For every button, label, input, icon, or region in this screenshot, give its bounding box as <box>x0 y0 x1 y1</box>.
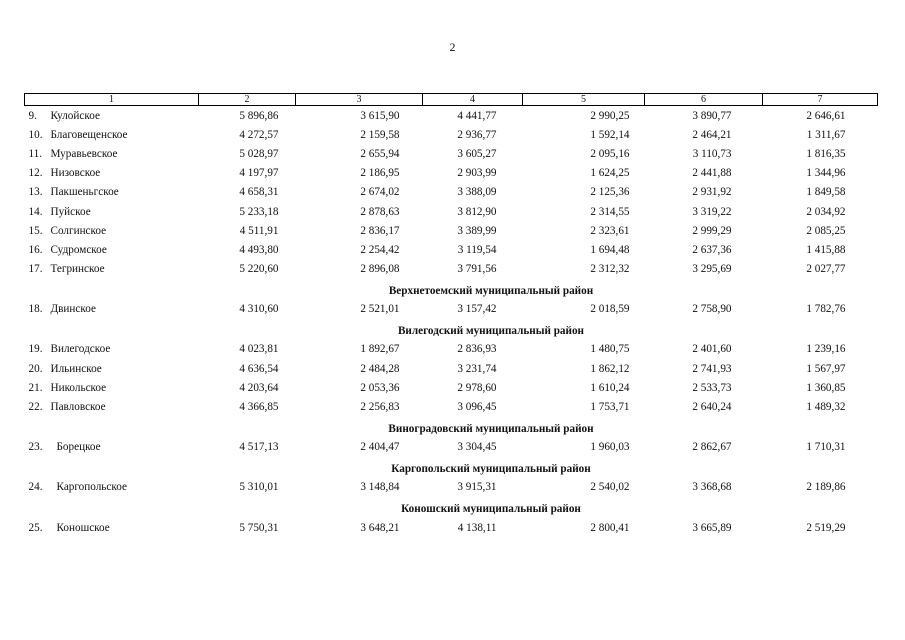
value-cell-col2: 4 310,60 <box>239 303 279 316</box>
settlement-cell <box>25 240 199 259</box>
table-row <box>25 397 878 416</box>
value-cell-col6: 2 862,67 <box>692 441 732 454</box>
value-cell-col3: 2 186,95 <box>360 167 400 180</box>
value-cell-col4: 3 157,42 <box>457 303 497 316</box>
column-number-header <box>25 94 878 106</box>
value-cell-col6: 2 441,88 <box>692 167 732 180</box>
row-number: 15. <box>28 224 43 237</box>
settlement-cell <box>25 221 199 240</box>
table-body <box>25 106 878 538</box>
settlement-name: Двинское <box>50 303 96 316</box>
settlement-name: Судромское <box>50 243 107 256</box>
value-cell-col2: 5 220,60 <box>239 263 279 276</box>
value-cell-col3: 2 674,02 <box>360 186 400 199</box>
value-cell-col6: 2 741,93 <box>692 362 732 375</box>
value-cell-col3: 2 256,83 <box>360 401 400 414</box>
row-number: 25. <box>28 521 43 534</box>
settlement-cell <box>25 183 199 202</box>
value-cell-col6: 2 533,73 <box>692 381 732 394</box>
header-cell: 3 <box>296 94 423 106</box>
value-cell-col4: 3 389,99 <box>457 224 497 237</box>
district-heading-row <box>25 500 878 518</box>
value-cell-col4: 2 936,77 <box>457 128 497 141</box>
row-number: 22. <box>28 401 43 414</box>
value-cell-col6: 2 464,21 <box>692 128 732 141</box>
table-row <box>25 300 878 319</box>
value-cell-col2: 4 658,31 <box>239 186 279 199</box>
settlement-name: Никольское <box>50 381 107 394</box>
value-cell-col6: 3 110,73 <box>692 147 732 160</box>
value-cell-col6: 2 999,29 <box>692 224 732 237</box>
value-cell-col6: 2 758,90 <box>692 303 732 316</box>
row-number: 18. <box>28 303 43 316</box>
value-cell-col5: 1 862,12 <box>590 362 630 375</box>
row-number: 20. <box>28 362 43 375</box>
value-cell-col6: 2 640,24 <box>692 401 732 414</box>
value-cell-col5: 1 753,71 <box>590 401 630 414</box>
value-cell-col6: 2 931,92 <box>692 186 732 199</box>
value-cell-col2: 5 310,01 <box>239 481 279 494</box>
value-cell-col7: 2 646,61 <box>806 109 846 122</box>
value-cell-col2: 4 493,80 <box>239 243 279 256</box>
settlement-cell <box>25 397 199 416</box>
value-cell-col4: 3 605,27 <box>457 147 497 160</box>
value-cell-col5: 2 800,41 <box>590 521 630 534</box>
value-cell-col4: 3 791,56 <box>457 263 497 276</box>
settlement-cell <box>25 300 199 319</box>
settlement-cell <box>25 144 199 163</box>
header-cell: 1 <box>25 94 199 106</box>
value-cell-col3: 2 254,42 <box>360 243 400 256</box>
value-cell-col3: 3 648,21 <box>360 521 400 534</box>
settlement-name: Коношское <box>56 521 110 534</box>
value-cell-col5: 1 592,14 <box>590 128 630 141</box>
table-row <box>25 125 878 144</box>
district-heading-row <box>25 460 878 478</box>
value-cell-col7: 1 415,88 <box>806 243 846 256</box>
value-cell-col2: 5 750,31 <box>239 521 279 534</box>
value-cell-col2: 4 366,85 <box>239 401 279 414</box>
settlement-name: Солгинское <box>50 224 107 237</box>
settlement-cell <box>25 438 199 457</box>
row-number: 12. <box>28 167 43 180</box>
row-number: 10. <box>28 128 43 141</box>
settlement-name: Каргопольское <box>56 481 127 494</box>
header-cell: 5 <box>523 94 645 106</box>
settlement-name: Пуйское <box>50 205 91 218</box>
value-cell-col7: 1 849,58 <box>806 186 846 199</box>
header-cell: 6 <box>645 94 763 106</box>
value-cell-col3: 2 484,28 <box>360 362 400 375</box>
value-cell-col3: 2 053,36 <box>360 381 400 394</box>
value-cell-col2: 4 197,97 <box>239 167 279 180</box>
value-cell-col2: 4 023,81 <box>239 343 279 356</box>
header-cell: 4 <box>423 94 523 106</box>
district-heading-row <box>25 322 878 340</box>
value-cell-col3: 2 159,58 <box>360 128 400 141</box>
value-cell-col7: 1 567,97 <box>806 362 846 375</box>
settlement-name: Муравьевское <box>50 147 118 160</box>
settlement-name: Павловское <box>50 401 106 414</box>
table-row <box>25 340 878 359</box>
value-cell-col7: 1 239,16 <box>806 343 846 356</box>
table-row <box>25 438 878 457</box>
settlement-cell <box>25 518 199 537</box>
value-cell-col7: 1 344,96 <box>806 167 846 180</box>
value-cell-col3: 2 836,17 <box>360 224 400 237</box>
value-cell-col5: 2 323,61 <box>590 224 630 237</box>
value-cell-col5: 2 540,02 <box>590 481 630 494</box>
value-cell-col2: 4 636,54 <box>239 362 279 375</box>
value-cell-col2: 4 517,13 <box>239 441 279 454</box>
value-cell-col5: 1 610,24 <box>590 381 630 394</box>
settlement-cell <box>25 359 199 378</box>
settlement-name: Низовское <box>50 167 101 180</box>
value-cell-col4: 3 388,09 <box>457 186 497 199</box>
settlement-cell <box>25 260 199 279</box>
value-cell-col6: 2 401,60 <box>692 343 732 356</box>
value-cell-col4: 2 978,60 <box>457 381 497 394</box>
value-cell-col6: 3 665,89 <box>692 521 732 534</box>
value-cell-col4: 3 231,74 <box>457 362 497 375</box>
value-cell-col6: 3 368,68 <box>692 481 732 494</box>
settlement-name: Вилегодское <box>50 343 111 356</box>
value-cell-col7: 1 360,85 <box>806 381 846 394</box>
settlement-name: Тегринское <box>50 263 105 276</box>
header-cell: 7 <box>763 94 878 106</box>
table-row <box>25 183 878 202</box>
row-number: 24. <box>28 481 43 494</box>
value-cell-col4: 2 836,93 <box>457 343 497 356</box>
settlement-cell <box>25 378 199 397</box>
value-cell-col7: 1 311,67 <box>806 128 846 141</box>
settlement-cell <box>25 125 199 144</box>
value-cell-col7: 2 519,29 <box>806 521 846 534</box>
value-cell-col2: 5 028,97 <box>239 147 279 160</box>
value-cell-col6: 2 637,36 <box>692 243 732 256</box>
value-cell-col6: 3 319,22 <box>692 205 732 218</box>
value-cell-col7: 1 782,76 <box>806 303 846 316</box>
data-table <box>24 93 878 537</box>
district-heading: Каргопольский муниципальный район <box>391 462 591 475</box>
table-row <box>25 144 878 163</box>
value-cell-col2: 4 272,57 <box>239 128 279 141</box>
value-cell-col4: 2 903,99 <box>457 167 497 180</box>
value-cell-col5: 2 018,59 <box>590 303 630 316</box>
value-cell-col5: 1 960,03 <box>590 441 630 454</box>
value-cell-col5: 2 312,32 <box>590 263 630 276</box>
value-cell-col2: 4 203,64 <box>239 381 279 394</box>
table-row <box>25 240 878 259</box>
settlement-cell <box>25 478 199 497</box>
district-heading: Вилегодский муниципальный район <box>397 324 585 337</box>
value-cell-col3: 2 404,47 <box>360 441 400 454</box>
value-cell-col7: 2 085,25 <box>806 224 846 237</box>
settlement-name: Пакшеньгское <box>50 186 119 199</box>
table-row <box>25 221 878 240</box>
value-cell-col2: 5 896,86 <box>239 109 279 122</box>
row-number: 9. <box>28 109 37 122</box>
value-cell-col4: 4 138,11 <box>457 521 497 534</box>
value-cell-col7: 1 710,31 <box>806 441 846 454</box>
value-cell-col3: 2 878,63 <box>360 205 400 218</box>
header-cell: 2 <box>199 94 296 106</box>
row-number: 21. <box>28 381 43 394</box>
table-row <box>25 518 878 537</box>
settlement-cell <box>25 164 199 183</box>
value-cell-col7: 1 816,35 <box>806 147 846 160</box>
value-cell-col4: 3 915,31 <box>457 481 497 494</box>
district-heading-row <box>25 282 878 300</box>
table-row <box>25 478 878 497</box>
table-row <box>25 260 878 279</box>
value-cell-col6: 3 890,77 <box>692 109 732 122</box>
row-number: 16. <box>28 243 43 256</box>
value-cell-col6: 3 295,69 <box>692 263 732 276</box>
value-cell-col7: 1 489,32 <box>806 401 846 414</box>
row-number: 14. <box>28 205 43 218</box>
value-cell-col5: 2 314,55 <box>590 205 630 218</box>
settlement-cell <box>25 202 199 221</box>
value-cell-col2: 5 233,18 <box>239 205 279 218</box>
value-cell-col3: 3 148,84 <box>360 481 400 494</box>
value-cell-col5: 2 095,16 <box>590 147 630 160</box>
value-cell-col5: 2 990,25 <box>590 109 630 122</box>
value-cell-col5: 2 125,36 <box>590 186 630 199</box>
value-cell-col4: 3 812,90 <box>457 205 497 218</box>
value-cell-col5: 1 694,48 <box>590 243 630 256</box>
table-row <box>25 359 878 378</box>
settlement-cell <box>25 340 199 359</box>
value-cell-col3: 2 655,94 <box>360 147 400 160</box>
value-cell-col7: 2 034,92 <box>806 205 846 218</box>
district-heading-row <box>25 420 878 438</box>
table-row <box>25 106 878 126</box>
table-row <box>25 164 878 183</box>
value-cell-col4: 3 119,54 <box>457 243 497 256</box>
page-number: 2 <box>449 40 456 54</box>
value-cell-col4: 3 304,45 <box>457 441 497 454</box>
value-cell-col5: 1 480,75 <box>590 343 630 356</box>
value-cell-col5: 1 624,25 <box>590 167 630 180</box>
district-heading: Виноградовский муниципальный район <box>388 422 594 435</box>
settlement-name: Борецкое <box>56 441 101 454</box>
value-cell-col3: 3 615,90 <box>360 109 400 122</box>
value-cell-col3: 2 896,08 <box>360 263 400 276</box>
row-number: 11. <box>28 147 43 160</box>
table-row <box>25 202 878 221</box>
table-row <box>25 378 878 397</box>
row-number: 23. <box>28 441 43 454</box>
value-cell-col7: 2 027,77 <box>806 263 846 276</box>
value-cell-col3: 2 521,01 <box>360 303 400 316</box>
settlement-name: Благовещенское <box>50 128 128 141</box>
row-number: 13. <box>28 186 43 199</box>
district-heading: Коношский муниципальный район <box>401 503 581 515</box>
row-number: 17. <box>28 263 43 276</box>
settlement-name: Ильинское <box>50 362 102 375</box>
settlement-cell <box>25 106 199 126</box>
row-number: 19. <box>28 343 43 356</box>
district-heading: Верхнетоемский муниципальный район <box>388 284 594 297</box>
value-cell-col7: 2 189,86 <box>806 481 846 494</box>
value-cell-col4: 4 441,77 <box>457 109 497 122</box>
value-cell-col4: 3 096,45 <box>457 401 497 414</box>
value-cell-col3: 1 892,67 <box>360 343 400 356</box>
value-cell-col2: 4 511,91 <box>239 224 279 237</box>
settlement-name: Кулойское <box>50 109 100 122</box>
